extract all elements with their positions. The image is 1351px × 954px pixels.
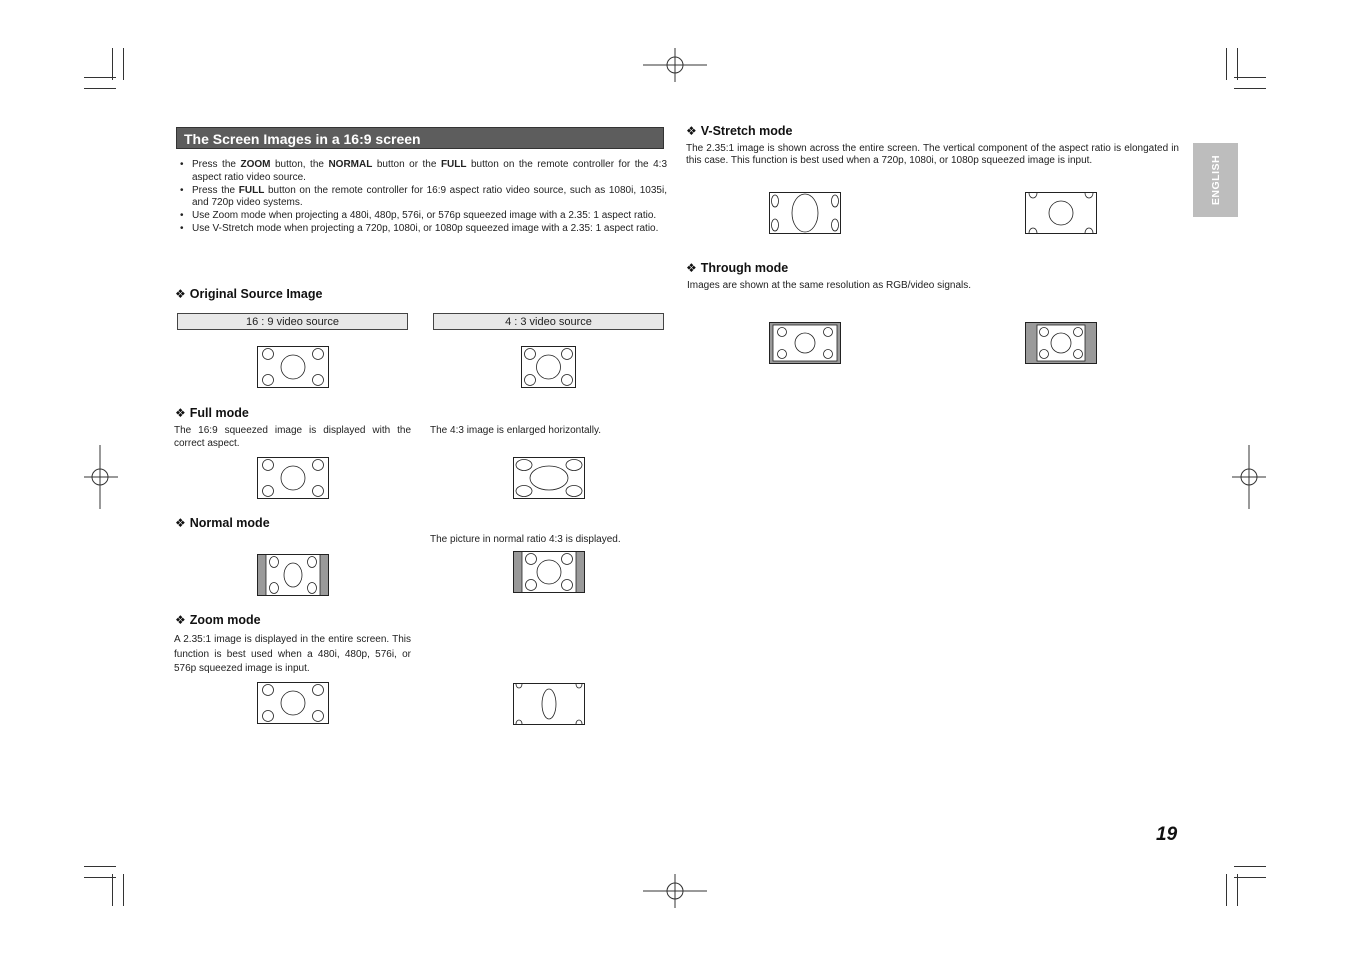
full-mode-heading: ❖ Full mode <box>175 406 249 420</box>
thumb-zoom-4-3 <box>513 683 585 725</box>
thumb-full-4-3 <box>513 457 585 499</box>
normal-mode-text-right: The picture in normal ratio 4:3 is displayed. <box>430 534 621 545</box>
thumb-zoom-16-9 <box>257 682 329 724</box>
diamond-bullet-icon: ❖ <box>175 516 186 530</box>
diamond-bullet-icon: ❖ <box>686 124 697 138</box>
diamond-bullet-icon: ❖ <box>175 287 186 301</box>
thumb-vstretch-output <box>1025 192 1097 234</box>
zoom-mode-heading: ❖ Zoom mode <box>175 613 261 627</box>
normal-mode-heading: ❖ Normal mode <box>175 516 270 530</box>
thumb-vstretch-16-9 <box>769 192 841 234</box>
thumb-full-16-9 <box>257 457 329 499</box>
section-title: The Screen Images in a 16:9 screen <box>176 127 664 149</box>
through-mode-heading: ❖ Through mode <box>686 261 789 275</box>
intro-bullet-item: • Use Zoom mode when projecting a 480i, 480p, 576i, or 576p squeezed image with a 2.35: 1 aspect ratio. <box>178 210 667 223</box>
registration-mark-right <box>1232 445 1266 509</box>
page-number: 19 <box>1156 824 1178 845</box>
diamond-bullet-icon: ❖ <box>686 261 697 275</box>
language-tab <box>1193 143 1238 217</box>
full-mode-text-left: The 16:9 squeezed image is displayed with the correct aspect. <box>174 425 411 449</box>
thumb-normal-4-3 <box>513 551 585 593</box>
label-4-3-source: 4 : 3 video source <box>433 313 664 330</box>
intro-bullet-item: • Press the ZOOM button, the NORMAL button or the FULL button on the remote controller for the 4:3 aspect ratio video source. <box>178 159 667 184</box>
thumb-through-4-3 <box>1025 322 1097 364</box>
intro-bullet-item: • Press the FULL button on the remote controller for 16:9 aspect ratio video source, such as 1080i, 1035i, and 720p video systems. <box>178 185 667 210</box>
label-16-9-source: 16 : 9 video source <box>177 313 408 330</box>
registration-mark-bottom <box>643 874 707 908</box>
full-mode-text-right: The 4:3 image is enlarged horizontally. <box>430 425 602 436</box>
thumb-through-16-9 <box>769 322 841 364</box>
diamond-bullet-icon: ❖ <box>175 406 186 420</box>
vstretch-mode-text: The 2.35:1 image is shown across the entire screen. The vertical component of the aspect ratio is elongated in this case. This function is best used when a 720p, 1080i, or 1080p squeezed image is input. <box>686 143 1179 166</box>
registration-mark-left <box>84 445 118 509</box>
original-source-heading: ❖ Original Source Image <box>175 287 323 301</box>
intro-bullet-list <box>178 159 667 236</box>
vstretch-mode-heading: ❖ V-Stretch mode <box>686 124 793 138</box>
thumb-normal-16-9 <box>257 554 329 596</box>
registration-mark-top <box>643 48 707 82</box>
language-tab-label: ENGLISH <box>1209 154 1222 206</box>
through-mode-text: Images are shown at the same resolution as RGB/video signals. <box>687 280 972 291</box>
thumb-original-16-9 <box>257 346 329 388</box>
intro-bullet-item: • Use V-Stretch mode when projecting a 720p, 1080i, or 1080p squeezed image with a 2.35: 1 aspect ratio. <box>178 223 667 236</box>
thumb-original-4-3 <box>521 346 576 388</box>
zoom-mode-text-left: A 2.35:1 image is displayed in the entire screen. This function is best used when a 480i, 480p, 576i, or 576p squeezed image is input. <box>174 634 411 674</box>
diamond-bullet-icon: ❖ <box>175 613 186 627</box>
